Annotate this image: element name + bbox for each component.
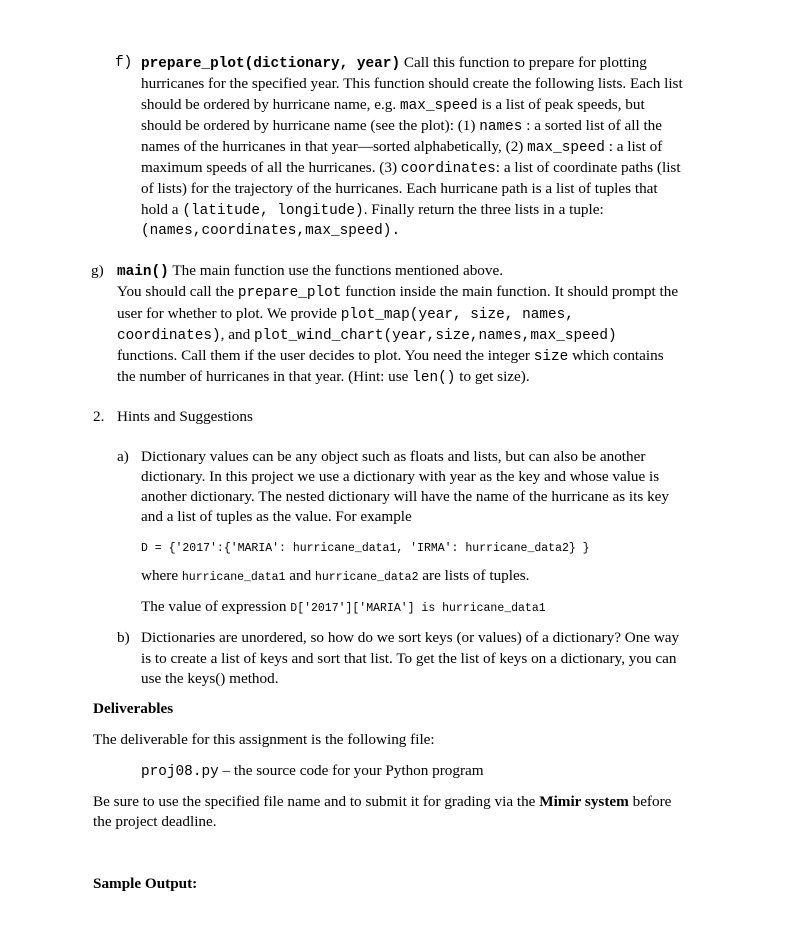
hint-a-marker: a) <box>117 448 129 465</box>
item-g-line-1: main() The main function use the functions mentioned above. <box>117 262 504 280</box>
hint-a-line-1: Dictionary values can be any object such as floats and lists, but can also be another <box>141 448 646 465</box>
item-g-line-5: functions. Call them if the user decides to plot. You need the integer size which contains <box>117 347 664 365</box>
item-f-line-5: names of the hurricanes in that year—sorted alphabetically, (2) max_speed : a list of <box>141 138 663 156</box>
item-f-return-tuple: (names,coordinates,max_speed). <box>141 223 401 239</box>
section-2-title: Hints and Suggestions <box>117 408 253 425</box>
deliverables-intro: The deliverable for this assignment is the following file: <box>93 731 435 748</box>
hint-b-line-2: is to create a list of keys and sort that list. To get the list of keys on a dictionary, you can <box>141 650 677 667</box>
mimir-system-label: Mimir system <box>539 793 629 810</box>
item-f-line-3: should be ordered by hurricane name, e.g. max_speed is a list of peak speeds, but <box>141 96 645 114</box>
hint-a-where-line: where hurricane_data1 and hurricane_data2 are lists of tuples. <box>141 567 530 584</box>
hint-b-marker: b) <box>117 629 130 646</box>
item-g-line-3: user for whether to plot. We provide plot_map(year, size, names, <box>117 305 574 323</box>
item-g-line-6: the number of hurricanes in that year. (Hint: use len() to get size). <box>117 368 530 386</box>
hint-b-line-3: use the keys() method. <box>141 670 279 687</box>
item-f-marker: f) <box>115 55 133 71</box>
item-f-signature: prepare_plot(dictionary, year) <box>141 56 401 72</box>
deliverables-file-line: proj08.py – the source code for your Python program <box>141 762 484 780</box>
item-f-line-7: of lists) for the trajectory of the hurricanes. Each hurricane path is a list of tuples that <box>141 180 658 197</box>
item-f-line-6: maximum speeds of all the hurricanes. (3) coordinates: a list of coordinate paths (list <box>141 159 681 177</box>
hint-a-value-line: The value of expression D['2017']['MARIA'] is hurricane_data1 <box>141 598 546 615</box>
item-f-line-4: should be ordered by hurricane name (see the plot): (1) names : a sorted list of all the <box>141 117 663 135</box>
item-f-line-2: hurricanes for the specified year. This function should create the following lists. Each list <box>141 75 683 92</box>
item-f-line-8: hold a (latitude, longitude). Finally return the three lists in a tuple: <box>141 201 604 219</box>
deliverables-file-name: proj08.py <box>141 764 219 780</box>
hint-a-line-3: another dictionary. The nested dictionary will have the name of the hurricane as its key <box>141 488 670 505</box>
deliverables-note-line-2: the project deadline. <box>93 813 217 830</box>
deliverables-note-line-1: Be sure to use the specified file name and to submit it for grading via the Mimir system before <box>93 793 672 810</box>
section-2-marker: 2. <box>93 408 105 425</box>
hint-a-line-4: and a list of tuples as the value. For example <box>141 508 412 525</box>
deliverables-heading: Deliverables <box>93 700 174 717</box>
item-g-line-4: coordinates), and plot_wind_chart(year,size,names,max_speed) <box>117 326 617 344</box>
hint-a-line-2: dictionary. In this project we use a dictionary with year as the key and whose value is <box>141 468 660 485</box>
item-g-line-2: You should call the prepare_plot function inside the main function. It should prompt the <box>117 283 679 301</box>
item-g-marker: g) <box>91 262 104 279</box>
item-g-signature: main() <box>117 264 169 280</box>
hint-a-code-example: D = {'2017':{'MARIA': hurricane_data1, 'IRMA': hurricane_data2} } <box>141 542 590 555</box>
item-f-line-1: prepare_plot(dictionary, year) Call this function to prepare for plotting <box>141 54 647 72</box>
sample-output-heading: Sample Output: <box>93 875 198 892</box>
hint-b-line-1: Dictionaries are unordered, so how do we sort keys (or values) of a dictionary? One way <box>141 629 680 646</box>
